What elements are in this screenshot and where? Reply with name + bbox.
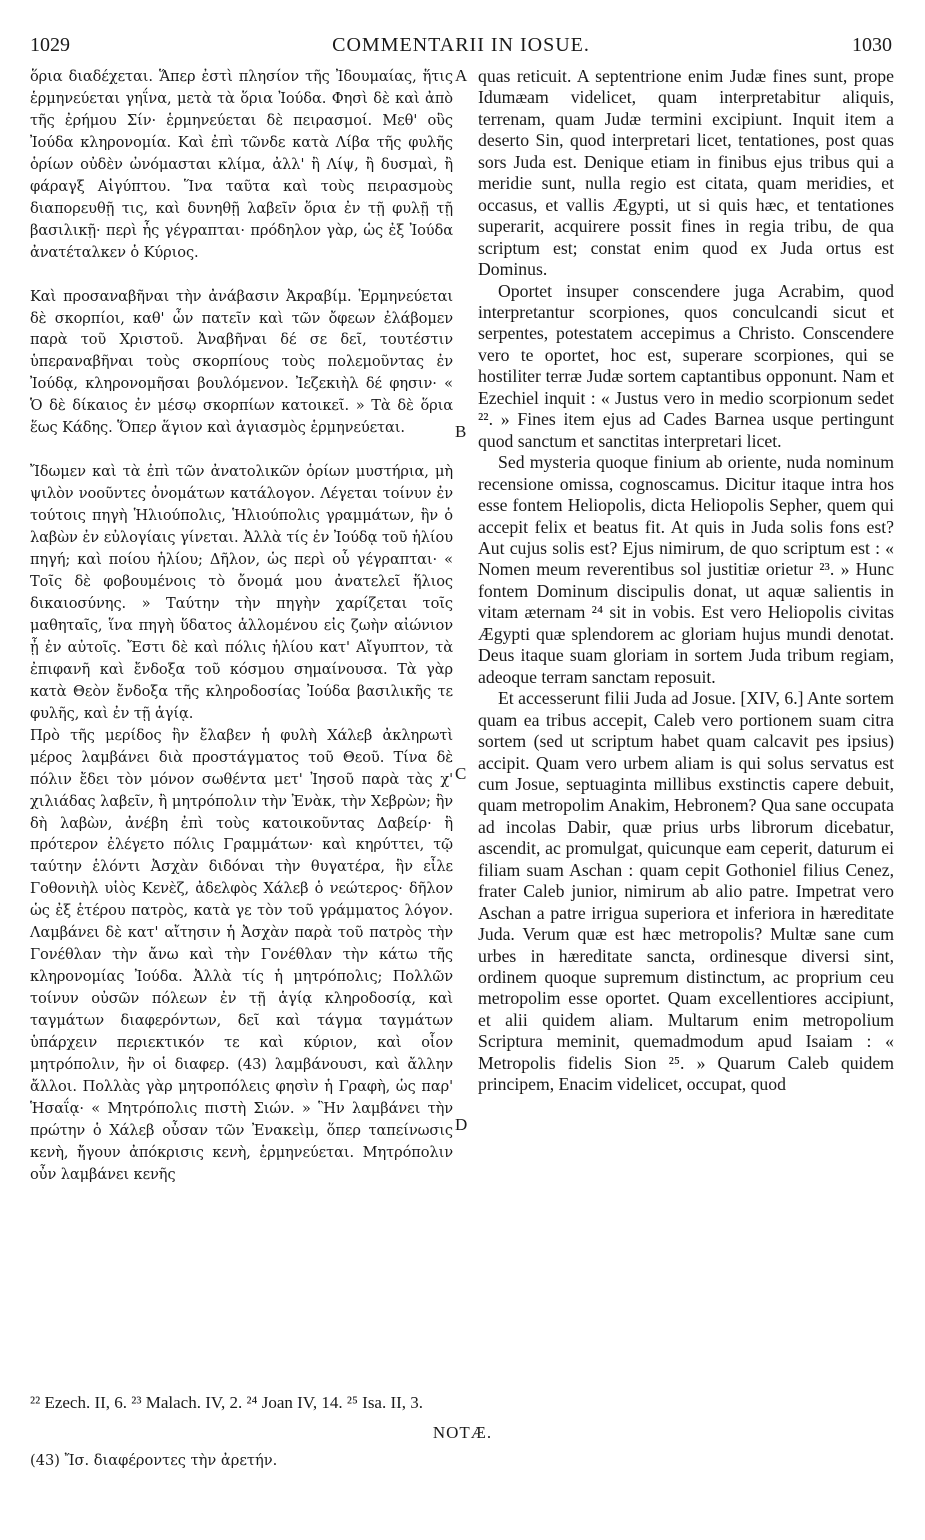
latin-paragraph: quas reticuit. A septentrione enim Judæ fines sunt, prope Idumæam videlicet, quam interpretabitur aliquis, terrenam, quam Judæ termini excipiunt. Inquit item a deserto Sin, quod interpretari licet, tentationes, post quas sors Juda est. Denique etiam in finibus ejus tribus qui a meridie sunt, nulla regio est citata, quam meridies, et occasus, et vallis Ægypti, ut si quis hæc, et tentationes superarit, acquirere possit fines in regia tribu, de qua scriptum est; constat enim quod ex Juda ortus est Dominus. — [478, 66, 894, 280]
latin-column — [478, 66, 894, 1096]
section-marker-d: D — [455, 1115, 468, 1134]
footnotes: ²² Ezech. II, 6. ²³ Malach. IV, 2. ²⁴ Joan IV, 14. ²⁵ Isa. II, 3. — [30, 1393, 424, 1412]
latin-paragraph: Sed mysteria quoque finium ab oriente, nuda nominum recensione omissa, cognoscamus. Dicitur itaque intra hos esse fontem Heliopolis, dicta Heliopolis Sepher, quem qui accepit felix et beatus fit. At quis in Juda solis fons est? Aut cujus solis est? Ejus nimirum, de quo scriptum est : « Nomen meum reverentibus sol justitiæ orietur ²³. » Hunc fontem Dominum discipulis donat, ut aquæ salientis in vitam æternam ²⁴ sit in vobis. Est vero Heliopolis civitas Ægypti quæ splendorem ac gloriam hujus mundi denotat. Deus itaque suam gloriam in sortem Juda tribum regiam, adeoque terram sanctam reposuit. — [478, 452, 894, 687]
greek-column — [30, 66, 453, 1186]
page-number-left: 1029 — [30, 34, 70, 56]
notae-heading: NOTÆ. — [432, 1423, 493, 1442]
greek-paragraph: Καὶ προσαναβῆναι τὴν ἀνάβασιν Ἀκραβίμ. Ἑρμηνεύεται δὲ σκορπίοι, καθ' ὧν πατεῖν καὶ τῶν ὄφεων ἐλάβομεν παρὰ τοῦ Χριστοῦ. Ἀναβῆναι δέ σε δεῖ, τουτέστιν ὑπεραναβῆναι τοὺς σκορπίους τοὺς πολεμοῦντας ἐν Ἰούδᾳ, κληρονομῆσαι βουλόμενον. Ἰεζεκιὴλ δέ φησιν· « Ὁ δὲ δίκαιος ἐν μέσῳ σκορπίων κατοικεῖ. » Τὰ δὲ ὅρια ἕως Κάδης. Ὅπερ ἅγιον καὶ ἁγιασμὸς ἑρμηνεύεται. — [30, 287, 453, 437]
section-marker-c: C — [455, 764, 467, 783]
running-title: COMMENTARII IN IOSUE. — [332, 34, 590, 56]
greek-paragraph: Πρὸ τῆς μερίδος ἣν ἔλαβεν ἡ φυλὴ Χάλεβ ἀκληρωτὶ μέρος λαμβάνει διὰ προστάγματος τοῦ Θεοῦ. Τίνα δὲ πόλιν ἔδει τὸν μόνον σωθέντα μετ' Ἰησοῦ παρὰ τὰς χ' χιλιάδας λαβεῖν, ἢ μητρόπολιν τὴν Ἐνὰκ, τὴν Χεβρὼν; ἣν δὴ λαβὼν, ἀνέβη ἐπὶ τοὺς κατοικοῦντας Δαβείρ· ἣ πρότερον ἐλέγετο πόλις Γραμμάτων· καὶ κηρύττει, τῷ ταύτην ἑλόντι Ἀσχὰν διδόναι τὴν θυγατέρα, ἣν εἶλε Γοθονιὴλ υἱὸς Κενὲζ, ἀδελφὸς Χάλεβ ὁ νεώτερος· δῆλον ὡς ἐξ ἑτέρου πατρὸς, κατὰ γε τὸν τοῦ γράμματος λόγον. Λαμβάνει δὲ κατ' αἴτησιν ἡ Ἀσχὰν παρὰ τοῦ πατρὸς τὴν Γονέθλαν τὴν ἄνω καὶ τὴν Γονέθλαν τὴν κάτω τῆς κληρονομίας Ἰούδα. Ἀλλὰ τίς ἡ μητρόπολις; Πολλῶν τοίνυν οὐσῶν πόλεων ἐν τῇ ἁγίᾳ κληροδοσίᾳ, καὶ ταγμάτων διαφερόντων, δεῖ καὶ τάγμα ταγμάτων ὑπάρχειν περιεκτικόν τε καὶ κύριον, καὶ οἷον μητρόπολιν, ἣν οἱ διαφερ. (43) λαμβάνουσι, καὶ ἄλλην ἄλλοι. Πολλὰς γὰρ μητροπόλεις φησὶν ἡ Γραφὴ, ὡς παρ' Ἡσαΐᾳ· « Μητρόπολις πιστὴ Σιών. » Ἣν λαμβάνει τὴν πρώτην ὁ Χάλεβ οὖσαν τῶν Ἐνακεὶμ, ὅπερ ταπείνωσις κενὴ, ἤγουν ἀπόκρισις κενὴ, ἑρμηνεύεται. Μητρόπολιν οὖν λαμβάνει κενῆς — [30, 726, 453, 1183]
running-header — [30, 34, 892, 60]
greek-paragraph: ὅρια διαδέχεται. Ἅπερ ἐστὶ πλησίον τῆς Ἰδουμαίας, ἥτις ἑρμηνεύεται γηΐνα, μετὰ τὰ ὅρια Ἰούδα. Φησὶ δὲ καὶ ἀπὸ τῆς ἐρήμου Σίν· ἑρμηνεύεται δὲ πειρασμοί. Μεθ' οὓς Ἰούδα κληρονομία. Καὶ ἐπὶ τῶνδε κατὰ Λίβα τῆς φυλῆς ὁρίων οὐδὲν ὠνόμασται κλίμα, ἀλλ' ἢ Λίψ, ἢ δυσμαὶ, ἢ φάραγξ Αἰγύπτου. Ἵνα ταῦτα καὶ τοὺς πειρασμοὺς διαπορευθῇ τις, καὶ δυνηθῇ λαβεῖν ὅρια ἐν τῇ φυλῇ τῇ βασιλικῇ· περὶ ἧς γέγραπται· πρόδηλον γὰρ, ὡς ἐξ Ἰούδα ἀνατέταλκεν ὁ Κύριος. — [30, 68, 453, 261]
latin-paragraph: Oportet insuper conscendere juga Acrabim, quod interpretantur scorpiones, quos conculcandi sicut et serpentes, potestatem accepimus a Christo. Conscendere vero te oportet, hoc est, superare scorpiones, qui se hostiliter terræ Judæ sortem captantibus opponunt. Nam et Ezechiel inquit : « Justus vero in medio scorpionum sedet ²². » Fines item ejus ad Cades Barnea usque pertingunt quod sanctum et sanctitas interpretari licet. — [478, 280, 894, 451]
greek-paragraph: Ἴδωμεν καὶ τὰ ἐπὶ τῶν ἀνατολικῶν ὁρίων μυστήρια, μὴ ψιλὸν νοοῦντες ὀνομάτων κατάλογον. Λέγεται τοίνυν ἐν τούτοις πηγὴ Ἡλιούπολις, Ἡλιούπολις γραμμάτων, ἣν ὁ λαβὼν ἐν εὐλογίαις γίνεται. Ἀλλὰ τίς ἐν Ἰούδᾳ τοῦ ἡλίου πηγή; καὶ ποίου ἡλίου; Δῆλον, ὡς περὶ οὗ γέγραπται· « Τοῖς δὲ φοβουμένοις τὸ ὄνομά μου ἀνατελεῖ ἥλιος δικαιοσύνης. » Ταύτην τὴν πηγὴν χαρίζεται τοῖς μαθηταῖς, ἵνα πηγὴ ὕδατος ἁλλομένου εἰς ζωὴν αἰώνιον ᾖ ἐν αὐτοῖς. Ἔστι δὲ καὶ πόλις ἡλίου κατ' Αἴγυπτον, τὰ ἐπιφανῆ καὶ ἔνδοξα τοῦ κόσμου σημαίνουσα. Τὰ γὰρ κατὰ Θεὸν ἔνδοξα τῆς κληροδοσίας Ἰούδα βασιλικῆς τε φυλῆς, καὶ ἐν τῇ ἁγίᾳ. — [30, 463, 453, 722]
section-marker-b: B — [455, 422, 467, 441]
note-43: (43) Ἴσ. διαφέροντες τὴν ἀρετήν. — [30, 1452, 278, 1469]
section-marker-a: A — [455, 66, 468, 85]
page-number-right: 1030 — [852, 34, 892, 56]
latin-paragraph: Et accesserunt filii Juda ad Josue. [XIV, 6.] Ante sortem quam ea tribus accepit, Caleb vero portionem suam citra sortem (sed ut scriptum habet quam calcavit pes ipsius) accipit. Quam vero urbem aliam is qui solus servatus est cum Josue, septuaginta millibus exstinctis capere debuit, quam metropolim Anakim, Hebronem? Qua sane occupata ad incolas Dabir, quæ prius urbs librorum dicebatur, ascendit, ac promulgat, quicunque eam ceperit, daturum ei filiam suam Aschan : quam cepit Gothoniel filius Cenez, frater Caleb junior, nimirum ab alio patre. Impetrat vero Aschan a patre irrigua superiora et inferiora in hæreditate Juda. Verum quæ est hæc metropolis? Multæ sane cum urbes in hæreditate sancta, ordinesque diversi sint, ordinem quoque supremum distinctum, ac proprium ceu metropolim esse oportet. Quam excellentiores accipiunt, et alii quidem aliam. Multarum enim metropolium Scriptura meminit, quemadmodum apud Isaiam : « Metropolis fidelis Sion ²⁵. » Quarum Caleb quidem principem, Enacim videlicet, occupat, quod — [478, 688, 894, 1095]
